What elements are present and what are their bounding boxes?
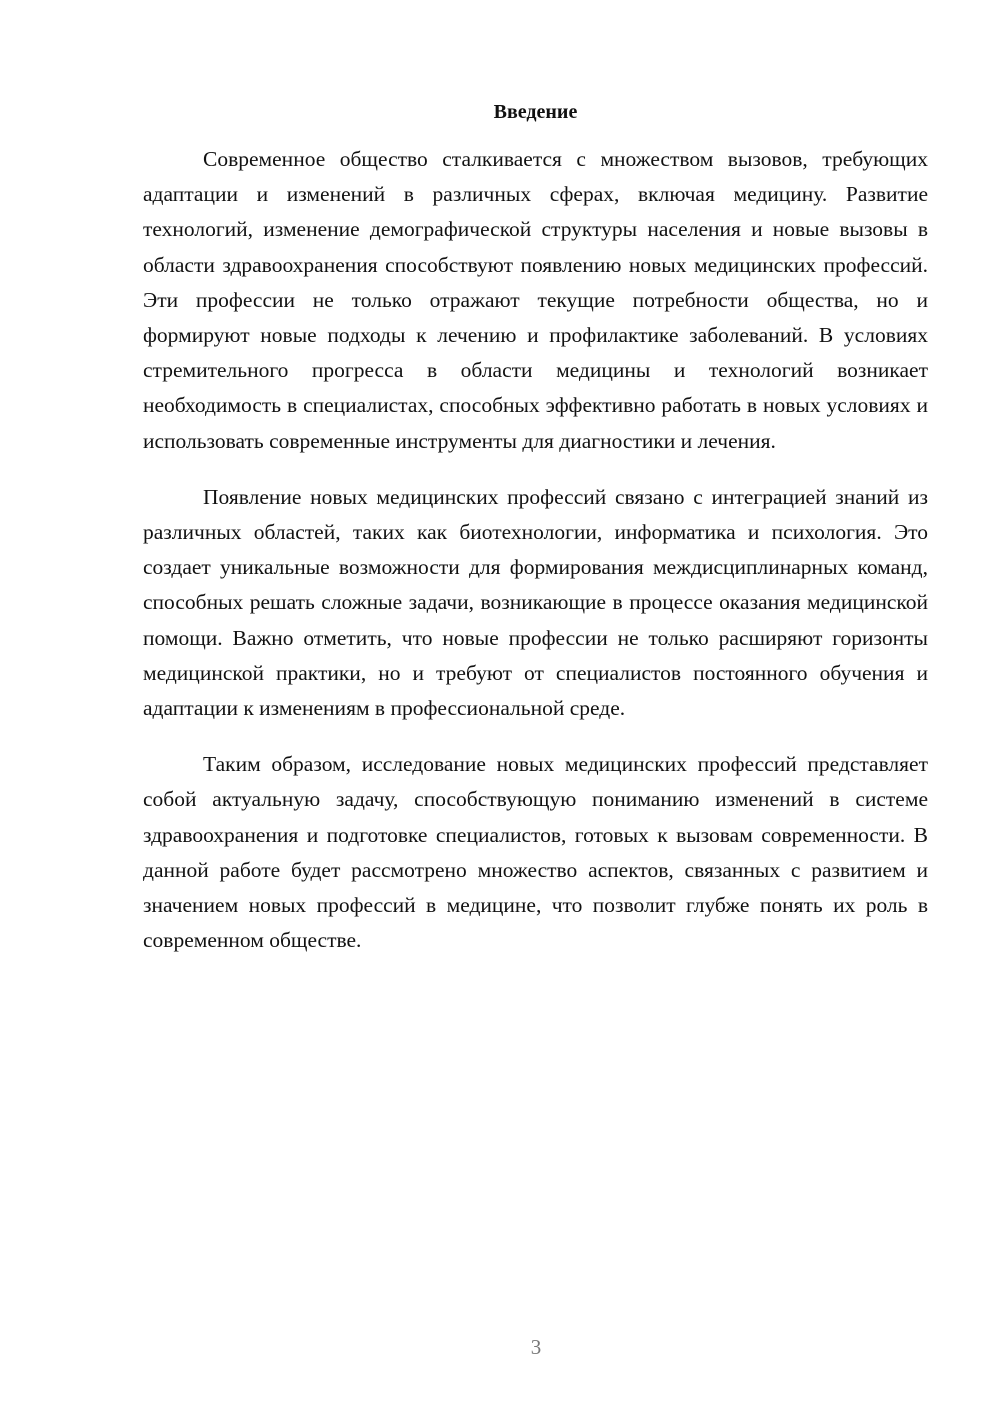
document-body — [143, 142, 928, 979]
page-title: Введение — [493, 101, 578, 123]
page-number: 3 — [530, 1335, 542, 1359]
paragraph-1: Современное общество сталкивается с множеством вызовов, требующих адаптации и изменений в различных сферах, включая медицину. Развитие технологий, изменение демографической структуры населения и новые вызовы в области здравоохранения способствуют появлению новых медицинских профессий. Эти профессии не только отражают текущие потребности общества, но и формируют новые подходы к лечению и профилактике заболеваний. В условиях стремительного прогресса в области медицины и технологий возникает необходимость в специалистах, способных эффективно работать в новых условиях и использовать современные инструменты для диагностики и лечения. — [143, 147, 928, 453]
paragraph-3: Таким образом, исследование новых медицинских профессий представляет собой актуальную задачу, способствующую пониманию изменений в системе здравоохранения и подготовке специалистов, готовых к вызовам современности. В данной работе будет рассмотрено множество аспектов, связанных с развитием и значением новых профессий в медицине, что позволит глубже понять их роль в современном обществе. — [143, 752, 928, 953]
paragraph-2: Появление новых медицинских профессий связано с интеграцией знаний из различных областей, таких как биотехнологии, информатика и психология. Это создает уникальные возможности для формирования междисциплинарных команд, способных решать сложные задачи, возникающие в процессе оказания медицинской помощи. Важно отметить, что новые профессии не только расширяют горизонты медицинской практики, но и требуют от специалистов постоянного обучения и адаптации к изменениям в профессиональной среде. — [143, 484, 928, 721]
